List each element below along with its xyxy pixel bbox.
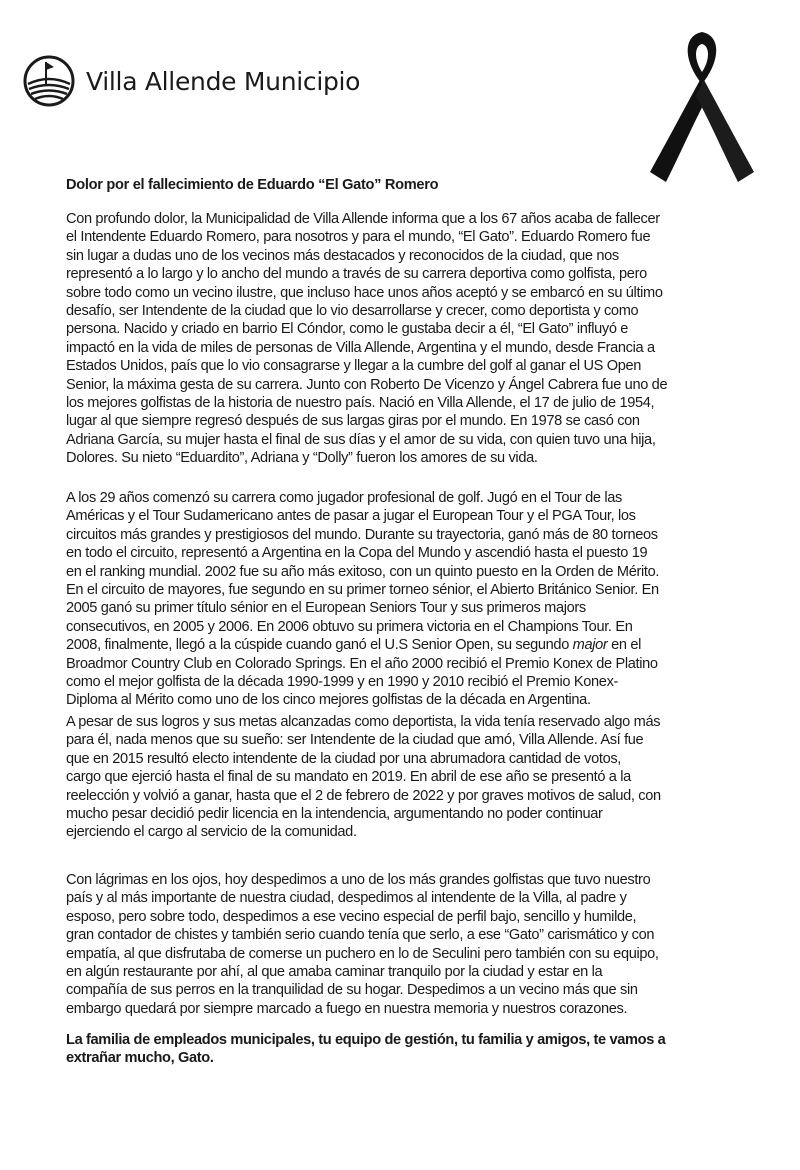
- text-line: A los 29 años comenzó su carrera como jugador profesional de golf. Jugó en el Tour de las: [66, 490, 622, 506]
- text-line: gran contador de chistes y también serio cuando tenía que serlo, a ese “Gato” carismático y con: [66, 927, 655, 944]
- text-line: sin lugar a dudas uno de los vecinos más destacados y reconocidos de la ciudad, que nos: [66, 247, 619, 264]
- text-line: empatía, al que disfrutaba de comerse un puchero en lo de Seculini pero también con su equipo,: [66, 945, 659, 962]
- paragraph: [66, 713, 661, 842]
- paragraph: [66, 210, 667, 467]
- text-line: sobre todo como un vecino ilustre, que incluso hace unos años aceptó y se embarcó en su último: [66, 284, 663, 301]
- text-line: para él, nada menos que su sueño: ser Intendente de la ciudad que amó, Villa Allende. Así fue: [66, 732, 644, 749]
- text-line: en el ranking mundial. 2002 fue su año más exitoso, con un quinto puesto en la Orden de Mérito.: [66, 563, 660, 580]
- text-line: esposo, pero sobre todo, despedimos a ese vecino especial de perfil bajo, sencillo y humilde,: [66, 908, 637, 925]
- text-line: lugar al que siempre regresó después de sus largas giras por el mundo. En 1978 se casó con: [66, 413, 640, 430]
- text-line: En el circuito de mayores, fue segundo en su primer torneo sénior, el Abierto Británico Senior. En: [66, 581, 659, 598]
- text-line: Américas y el Tour Sudamericano antes de pasar a jugar el European Tour y el PGA Tour, los: [66, 508, 636, 525]
- text-line: reelección y volvió a ganar, hasta que el 2 de febrero de 2022 y por graves motivos de salud, con: [66, 787, 661, 804]
- text-line: en algún restaurante por ahí, al que amaba caminar tranquilo por la ciudad y estar en la: [66, 963, 603, 980]
- golf-flag-logo-icon: [22, 54, 76, 108]
- text-line: extrañar mucho, Gato.: [66, 1050, 214, 1067]
- italic-term: major: [572, 637, 608, 654]
- text-segment: en el: [607, 637, 642, 654]
- text-line: A pesar de sus logros y sus metas alcanzadas como deportista, la vida tenía reservado algo más: [66, 714, 661, 730]
- paragraph: [66, 489, 659, 710]
- text-line: La familia de empleados municipales, tu equipo de gestión, tu familia y amigos, te vamos a: [66, 1032, 666, 1048]
- paragraph: [66, 1031, 665, 1068]
- document-title: Dolor por el fallecimiento de Eduardo “El Gato” Romero: [66, 177, 439, 193]
- text-line: desafío, ser Intendente de la ciudad que lo vio desarrollarse y crecer, como deportista y como: [66, 302, 639, 319]
- text-line: embargo quedará por siempre marcado a fuego en nuestra memoria y nuestros corazones.: [66, 1000, 628, 1017]
- text-line: Dolores. Su nieto “Eduardito”, Adriana y “Dolly” fueron los amores de su vida.: [66, 450, 538, 467]
- text-line: Estados Unidos, país que lo vio consagrarse y llegar a la cumbre del golf al ganar el US Open: [66, 358, 642, 375]
- text-line: circuitos más grandes y prestigiosos del mundo. Durante su trayectoria, ganó más de 80 torneos: [66, 526, 658, 543]
- text-line: Con profundo dolor, la Municipalidad de Villa Allende informa que a los 67 años acaba de fallecer: [66, 211, 660, 227]
- text-line: Diploma al Mérito como uno de los cinco mejores golfistas de la década en Argentina.: [66, 692, 591, 709]
- text-line: mucho pesar decidió pedir licencia en la intendencia, argumentando no poder continuar: [66, 805, 603, 822]
- text-line: como el mejor golfista de la década 1990-1999 y en 1990 y 2010 recibió el Premio Konex-: [66, 673, 619, 690]
- text-line: persona. Nacido y criado en barrio El Cóndor, como le gustaba decir a él, “El Gato” influyó e: [66, 321, 629, 338]
- text-line: cargo que ejerció hasta el final de su mandato en 2019. En abril de ese año se presentó a la: [66, 769, 631, 786]
- text-line: representó a lo largo y lo ancho del mundo a través de su carrera deportiva como golfista, pero: [66, 266, 647, 283]
- logo-text: Villa Allende Municipio: [86, 66, 361, 96]
- text-line: el Intendente Eduardo Romero, para nosotros y para el mundo, “El Gato”. Eduardo Romero fue: [66, 229, 651, 246]
- text-line: los mejores golfistas de la historia de nuestro país. Nació en Villa Allende, el 17 de julio de 1954,: [66, 394, 655, 411]
- mourning-ribbon-icon: [632, 22, 772, 192]
- text-line: impactó en la vida de miles de personas de Villa Allende, Argentina y el mundo, desde Francia a: [66, 339, 655, 356]
- text-line: que en 2015 resultó electo intendente de la ciudad por una abrumadora cantidad de votos,: [66, 750, 621, 767]
- municipio-logo: [22, 54, 360, 108]
- text-line: en todo el circuito, representó a Argentina en la Copa del Mundo y ascendió hasta el puesto 19: [66, 545, 648, 562]
- text-line: Adriana García, su mujer hasta el final de sus días y el amor de su vida, con quien tuvo una hija,: [66, 431, 656, 448]
- text-line: compañía de sus perros en la tranquilidad de su hogar. Despedimos a un vecino más que sin: [66, 982, 638, 999]
- text-line: Senior, la máxima gesta de su carrera. Junto con Roberto De Vicenzo y Ángel Cabrera fue uno de: [66, 376, 668, 393]
- text-segment: 2008, finalmente, llegó a la cúspide cuando ganó el U.S Senior Open, su segundo: [66, 637, 573, 654]
- text-line: [66, 636, 659, 654]
- text-line: 2005 ganó su primer título sénior en el European Seniors Tour y sus primeros majors: [66, 600, 586, 617]
- paragraph: [66, 871, 659, 1018]
- text-line: país y al más importante de nuestra ciudad, despedimos al intendente de la Villa, al padre y: [66, 890, 627, 907]
- text-line: ejerciendo el cargo al servicio de la comunidad.: [66, 824, 357, 841]
- text-line: Con lágrimas en los ojos, hoy despedimos a uno de los más grandes golfistas que tuvo nuestro: [66, 872, 651, 888]
- text-line: consecutivos, en 2005 y 2006. En 2006 obtuvo su primera victoria en el Champions Tour. En: [66, 618, 633, 635]
- text-line: Broadmor Country Club en Colorado Springs. En el año 2000 recibió el Premio Konex de Platino: [66, 655, 658, 672]
